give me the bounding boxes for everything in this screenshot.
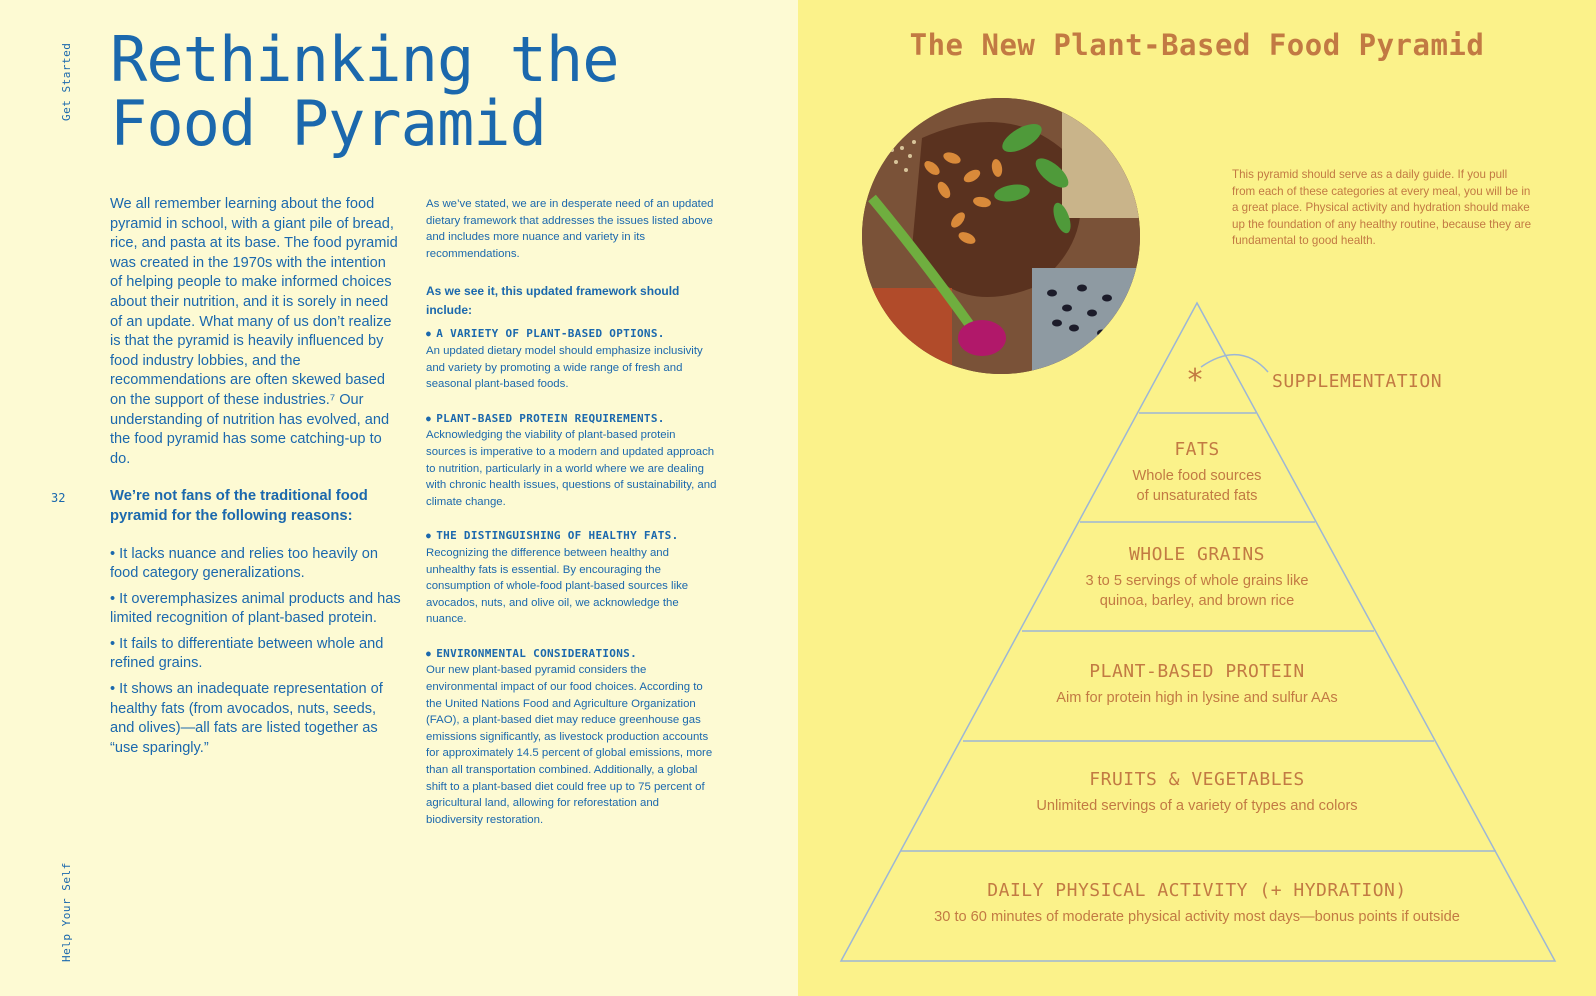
tier-whole-grains bbox=[847, 544, 1547, 611]
tier-title: PLANT-BASED PROTEIN bbox=[1089, 661, 1305, 682]
tier-title: WHOLE GRAINS bbox=[1128, 544, 1266, 565]
section-label-top: Get Started bbox=[60, 42, 73, 121]
section-label-bottom: Help Your Self bbox=[60, 862, 73, 962]
tier-description bbox=[847, 797, 1547, 817]
tier-title: DAILY PHYSICAL ACTIVITY (+ HYDRATION) bbox=[987, 880, 1407, 901]
reasons-heading: We’re not fans of the traditional food pyramid for the following reasons: bbox=[110, 488, 368, 524]
tier-fruits-vegetables bbox=[847, 769, 1547, 817]
list-item: • It overemphasizes animal products and has limited recognition of plant-based protein. bbox=[110, 590, 402, 629]
framework-item bbox=[426, 528, 718, 628]
tier-description-line: of unsaturated fats bbox=[1136, 487, 1258, 504]
framework-item-title: ● ENVIRONMENTAL CONSIDERATIONS. bbox=[426, 646, 718, 663]
page-title bbox=[110, 23, 619, 160]
framework-item-body: Our new plant-based pyramid considers the environmental impact of our food choices. According to the United Nations Food and Agriculture Organization (FAO), a plant-based diet may reduce greenhouse gas emissions significantly, as livestock production accounts for approximately 14.5 percent of global emissions, more than all transportation combined. Additionally, a global shift to a plant-based diet could free up to 75 percent of agricultural land, allowing for reforestation and biodiversity restoration. bbox=[426, 664, 713, 826]
list-item: • It fails to differentiate between whole and refined grains. bbox=[110, 635, 402, 674]
framework-item-title: ● THE DISTINGUISHING OF HEALTHY FATS. bbox=[426, 528, 718, 545]
tier-description-line: 30 to 60 minutes of moderate physical activity most days—bonus points if outside bbox=[934, 909, 1460, 925]
tier-description bbox=[847, 467, 1547, 506]
supplementation-star-icon: * bbox=[1186, 363, 1205, 398]
reasons-list bbox=[110, 545, 402, 759]
intro-paragraph: We all remember learning about the food pyramid in school, with a giant pile of bread, rice, and pasta at its base. The food pyramid was created in the 1970s with the intention of helping people to make informed choices about their nutrition, and it is sorely in need of an update. What many of us don’t realize is that the pyramid is heavily influenced by food industry lobbies, and the recommendations are often skewed based on the support of these industries.⁷ Our understanding of nutrition has evolved, and the food pyramid has some catching-up to do. bbox=[110, 196, 398, 467]
supplementation-label: SUPPLEMENTATION bbox=[1272, 371, 1443, 392]
food-photo-illustration bbox=[862, 98, 1140, 374]
tier-description bbox=[847, 572, 1547, 611]
pyramid-title: The New Plant-Based Food Pyramid bbox=[909, 28, 1485, 62]
food-photo bbox=[862, 98, 1140, 374]
tier-description bbox=[847, 908, 1547, 928]
framework-item-title: ● A VARIETY OF PLANT-BASED OPTIONS. bbox=[426, 326, 718, 343]
tier-description-line: 3 to 5 servings of whole grains like bbox=[1085, 573, 1309, 589]
pyramid-guide-text: This pyramid should serve as a daily guide. If you pull from each of these categories at every meal, you will be in a great place. Physical activity and hydration should make up the foundation of any healthy routine, because they are fundamental to good health. bbox=[1232, 168, 1532, 248]
tier-description-line: Aim for protein high in lysine and sulfur AAs bbox=[1056, 690, 1338, 706]
framework-item-body: Acknowledging the viability of plant-based protein sources is imperative to a modern and updated approach to nutrition, particularly in a world where we are dealing with chronic health issues, questions of sustainability, and climate change. bbox=[426, 429, 717, 508]
framework-item-body: Recognizing the difference between healthy and unhealthy fats is essential. By encouraging the consumption of whole-food plant-based sources like avocados, nuts, and olive oil, we acknowledge the nuance. bbox=[426, 546, 689, 626]
tier-description-line: Whole food sources bbox=[1132, 468, 1262, 484]
body-column-2 bbox=[426, 196, 718, 828]
framework-item-title: ● PLANT-BASED PROTEIN REQUIREMENTS. bbox=[426, 411, 718, 428]
list-item: • It shows an inadequate representation of healthy fats (from avocados, nuts, seeds, and olives)—all fats are listed together as “use sparingly.” bbox=[110, 680, 402, 758]
tier-description bbox=[847, 689, 1547, 709]
title-line-1: Rethinking the bbox=[110, 23, 619, 96]
tier-plant-based-protein bbox=[847, 661, 1547, 709]
page-number: 32 bbox=[51, 491, 66, 505]
title-line-2: Food Pyramid bbox=[110, 87, 546, 160]
tier-title: FATS bbox=[1174, 439, 1220, 460]
framework-item bbox=[426, 411, 718, 511]
tier-fats bbox=[847, 439, 1547, 506]
body-column-1 bbox=[110, 195, 402, 764]
tier-description-line: Unlimited servings of a variety of types and colors bbox=[1036, 798, 1358, 814]
framework-item bbox=[426, 326, 718, 392]
framework-intro: As we’ve stated, we are in desperate need of an updated dietary framework that addresses the issues listed above and includes more nuance and variety in its recommendations. bbox=[426, 198, 714, 260]
tier-description-line: quinoa, barley, and brown rice bbox=[1099, 592, 1295, 609]
tier-physical-activity bbox=[847, 880, 1547, 928]
list-item: • It lacks nuance and relies too heavily on food category generalizations. bbox=[110, 545, 402, 584]
framework-heading: As we see it, this updated framework should include: bbox=[426, 284, 680, 318]
framework-item bbox=[426, 646, 718, 829]
framework-item-body: An updated dietary model should emphasize inclusivity and variety by promoting a wide range of fresh and seasonal plant-based foods. bbox=[426, 344, 703, 391]
tier-title: FRUITS & VEGETABLES bbox=[1089, 769, 1305, 790]
